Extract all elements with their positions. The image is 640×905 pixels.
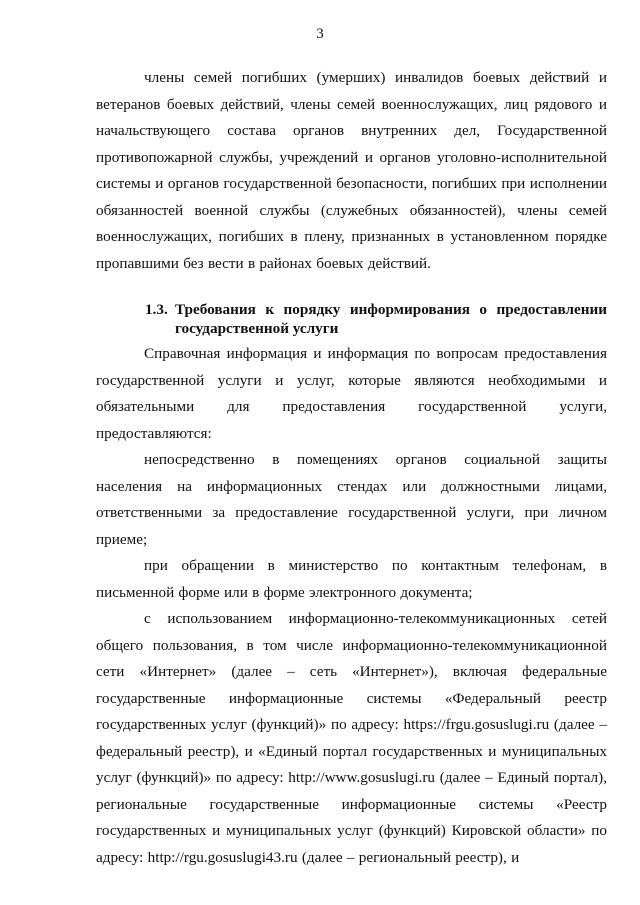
paragraph-info-intro: Справочная информация и информация по вопросам предоставления государственной услуги и услуг, которые являются необходимыми и обязательными для предоставления государственной услуги, предоставляются: xyxy=(96,345,607,442)
paragraph-by-contact: при обращении в министерство по контактным телефонам, в письменной форме или в форме электронного документа; xyxy=(96,557,607,601)
section-title: Требования к порядку информирования о предоставлении государственной услуги xyxy=(175,301,607,337)
intro-paragraph: члены семей погибших (умерших) инвалидов боевых действий и ветеранов боевых действий, члены семей военнослужащих, лиц рядового и начальствующего состава органов внутренних дел, Государственной противопожарной службы, учреждений и органов уголовно-исполнительной системы и органов государственной безопасности, погибших при исполнении обязанностей военной службы (служебных обязанностей), члены семей военнослужащих, погибших в плену, признанных в установленном порядке пропавшими без вести в районах боевых действий. xyxy=(96,69,607,272)
section-number: 1.3. xyxy=(145,301,168,318)
paragraph-internet: с использованием информационно-телекоммуникационных сетей общего пользования, в том числе информационно-телекоммуникационной сети «Интернет» (далее – сеть «Интернет»), включая федеральные государственные информационные системы «Федеральный реестр государственных услуг (функций)» по адресу: https://frgu.gosuslugi.ru (далее – федеральный реестр), и «Единый портал государственных и муниципальных услуг (функций)» по адресу: http://www.gosuslugi.ru (далее – Единый портал), региональные государственные информационные системы «Реестр государственных и муниципальных услуг (функций) Кировской области» по адресу: http://rgu.gosuslugi43.ru (далее – региональный реестр), и xyxy=(96,610,607,866)
paragraph-in-premises: непосредственно в помещениях органов социальной защиты населения на информационных стендах или должностными лицами, ответственными за предоставление государственной услуги, при личном приеме; xyxy=(96,451,607,548)
page-number: 3 xyxy=(316,26,324,42)
section-body xyxy=(96,341,607,871)
section-heading xyxy=(145,300,607,338)
